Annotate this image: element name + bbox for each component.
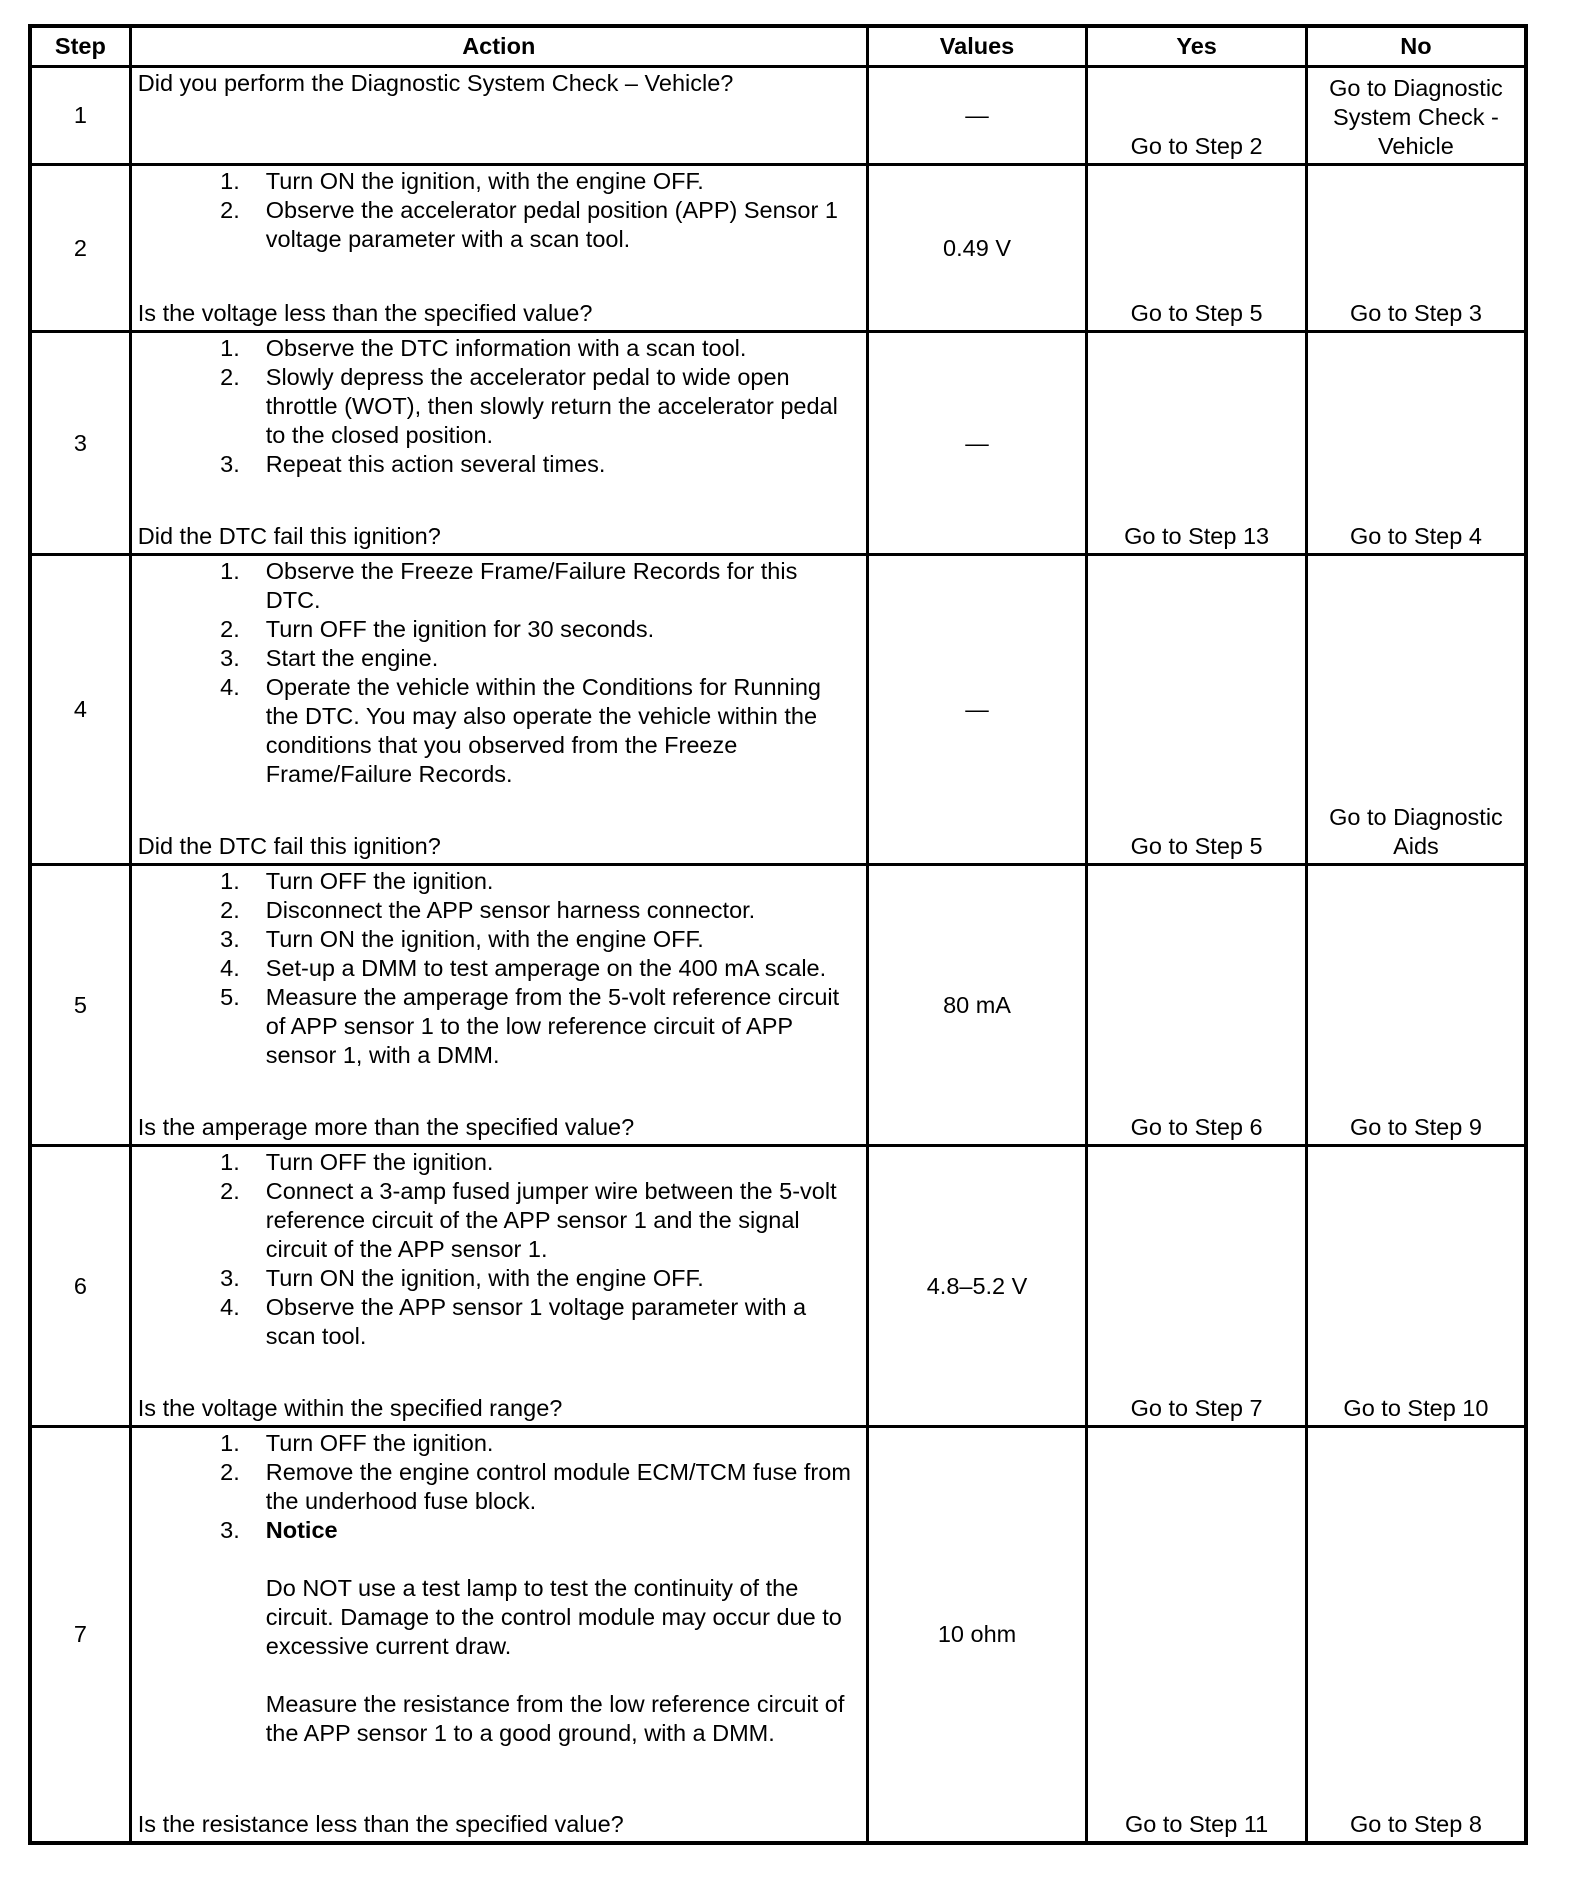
notice-title: Notice <box>265 1517 338 1543</box>
action-cell <box>130 165 867 332</box>
action-list <box>138 167 858 254</box>
table-row <box>30 67 1526 165</box>
action-item: 2. Observe the accelerator pedal position (APP) Sensor 1 voltage parameter with a scan tool. <box>220 197 838 252</box>
value-cell: — <box>867 555 1087 865</box>
header-action: Action <box>130 26 867 67</box>
action-item: 4. Operate the vehicle within the Conditions for Running the DTC. You may also operate the vehicle within the conditions that you observed from the Freeze Frame/Failure Records. <box>220 674 821 787</box>
action-item: 1. Turn OFF the ignition. <box>220 1430 494 1456</box>
header-no: No <box>1306 26 1526 67</box>
action-question: Is the amperage more than the specified value? <box>137 1114 635 1140</box>
yes-cell: Go to Step 13 <box>1087 332 1307 555</box>
action-list <box>138 1148 858 1351</box>
action-question: Did the DTC fail this ignition? <box>137 833 441 859</box>
action-list <box>138 334 858 479</box>
table-row <box>30 865 1526 1146</box>
no-cell: Go to Step 4 <box>1306 332 1526 555</box>
diagnostic-table <box>28 24 1528 1845</box>
value-cell: — <box>867 67 1087 165</box>
action-cell <box>130 865 867 1146</box>
action-item: 4. Set-up a DMM to test amperage on the 400 mA scale. <box>220 955 827 981</box>
value-cell: 80 mA <box>867 865 1087 1146</box>
action-item: 2. Remove the engine control module ECM/TCM fuse from the underhood fuse block. <box>220 1459 851 1514</box>
action-cell <box>130 332 867 555</box>
value-cell: 4.8–5.2 V <box>867 1146 1087 1427</box>
table-row <box>30 165 1526 332</box>
no-cell: Go to Step 10 <box>1306 1146 1526 1427</box>
step-number: 6 <box>30 1146 130 1427</box>
step-number: 4 <box>30 555 130 865</box>
action-cell <box>130 1427 867 1843</box>
action-question: Is the resistance less than the specified value? <box>137 1810 624 1837</box>
no-cell: Go to Step 3 <box>1306 165 1526 332</box>
table-row <box>30 332 1526 555</box>
table-row <box>30 1427 1526 1843</box>
action-question: Did the DTC fail this ignition? <box>137 523 441 549</box>
action-item: 3. Turn ON the ignition, with the engine OFF. <box>220 1265 704 1291</box>
action-cell <box>130 555 867 865</box>
value-cell: — <box>867 332 1087 555</box>
step-number: 5 <box>30 865 130 1146</box>
action-item: 3. Repeat this action several times. <box>220 451 606 477</box>
notice-followup: Measure the resistance from the low reference circuit of the APP sensor 1 to a good ground, with a DMM. <box>265 1691 845 1746</box>
value-cell: 10 ohm <box>867 1427 1087 1843</box>
yes-cell: Go to Step 5 <box>1087 165 1307 332</box>
action-cell <box>130 67 867 165</box>
action-question: Is the voltage within the specified range? <box>137 1395 563 1421</box>
header-values: Values <box>867 26 1087 67</box>
action-item: 1. Observe the Freeze Frame/Failure Records for this DTC. <box>220 558 798 613</box>
action-item: 1. Turn ON the ignition, with the engine OFF. <box>220 168 704 194</box>
action-item: 3. Notice Do NOT use a test lamp to test the continuity of the circuit. Damage to the control module may occur due to excessive current draw. Measure the resistance from the low reference circuit of the APP sensor 1 to a good ground, with a DMM. <box>138 1516 858 1748</box>
action-item: 2. Disconnect the APP sensor harness connector. <box>220 897 756 923</box>
notice-text: Do NOT use a test lamp to test the continuity of the circuit. Damage to the control module may occur due to excessive current draw. <box>265 1575 842 1659</box>
header-step: Step <box>30 26 130 67</box>
action-list <box>138 1429 858 1748</box>
action-item: 3. Turn ON the ignition, with the engine OFF. <box>220 926 704 952</box>
value-cell: 0.49 V <box>867 165 1087 332</box>
yes-cell: Go to Step 5 <box>1087 555 1307 865</box>
yes-cell: Go to Step 6 <box>1087 865 1307 1146</box>
action-item: 2. Turn OFF the ignition for 30 seconds. <box>220 616 655 642</box>
action-item: 1. Turn OFF the ignition. <box>220 868 494 894</box>
step-number: 7 <box>30 1427 130 1843</box>
action-item: 4. Observe the APP sensor 1 voltage parameter with a scan tool. <box>220 1294 807 1349</box>
step-number: 1 <box>30 67 130 165</box>
action-item: 1. Observe the DTC information with a scan tool. <box>220 335 747 361</box>
action-list <box>138 557 858 789</box>
action-list <box>138 867 858 1070</box>
action-question: Is the voltage less than the specified value? <box>137 300 593 326</box>
step-number: 3 <box>30 332 130 555</box>
action-item: 3. Start the engine. <box>220 645 439 671</box>
yes-cell: Go to Step 11 <box>1087 1427 1307 1843</box>
no-cell: Go to Step 9 <box>1306 865 1526 1146</box>
action-item: 2. Connect a 3-amp fused jumper wire between the 5-volt reference circuit of the APP sensor 1 and the signal circuit of the APP sensor 1. <box>220 1178 837 1262</box>
no-cell: Go to Diagnostic Aids <box>1306 555 1526 865</box>
no-cell: Go to Diagnostic System Check - Vehicle <box>1306 67 1526 165</box>
step-number: 2 <box>30 165 130 332</box>
table-row <box>30 555 1526 865</box>
action-question: Did you perform the Diagnostic System Check – Vehicle? <box>137 70 734 96</box>
no-cell: Go to Step 8 <box>1306 1427 1526 1843</box>
action-item: 1. Turn OFF the ignition. <box>220 1149 494 1175</box>
table-row <box>30 1146 1526 1427</box>
action-cell <box>130 1146 867 1427</box>
action-item: 2. Slowly depress the accelerator pedal to wide open throttle (WOT), then slowly return the accelerator pedal to the closed position. <box>220 364 838 448</box>
yes-cell: Go to Step 7 <box>1087 1146 1307 1427</box>
action-item: 5. Measure the amperage from the 5-volt reference circuit of APP sensor 1 to the low reference circuit of APP sensor 1, with a DMM. <box>220 984 840 1068</box>
header-row <box>30 26 1526 67</box>
header-yes: Yes <box>1087 26 1307 67</box>
yes-cell: Go to Step 2 <box>1087 67 1307 165</box>
